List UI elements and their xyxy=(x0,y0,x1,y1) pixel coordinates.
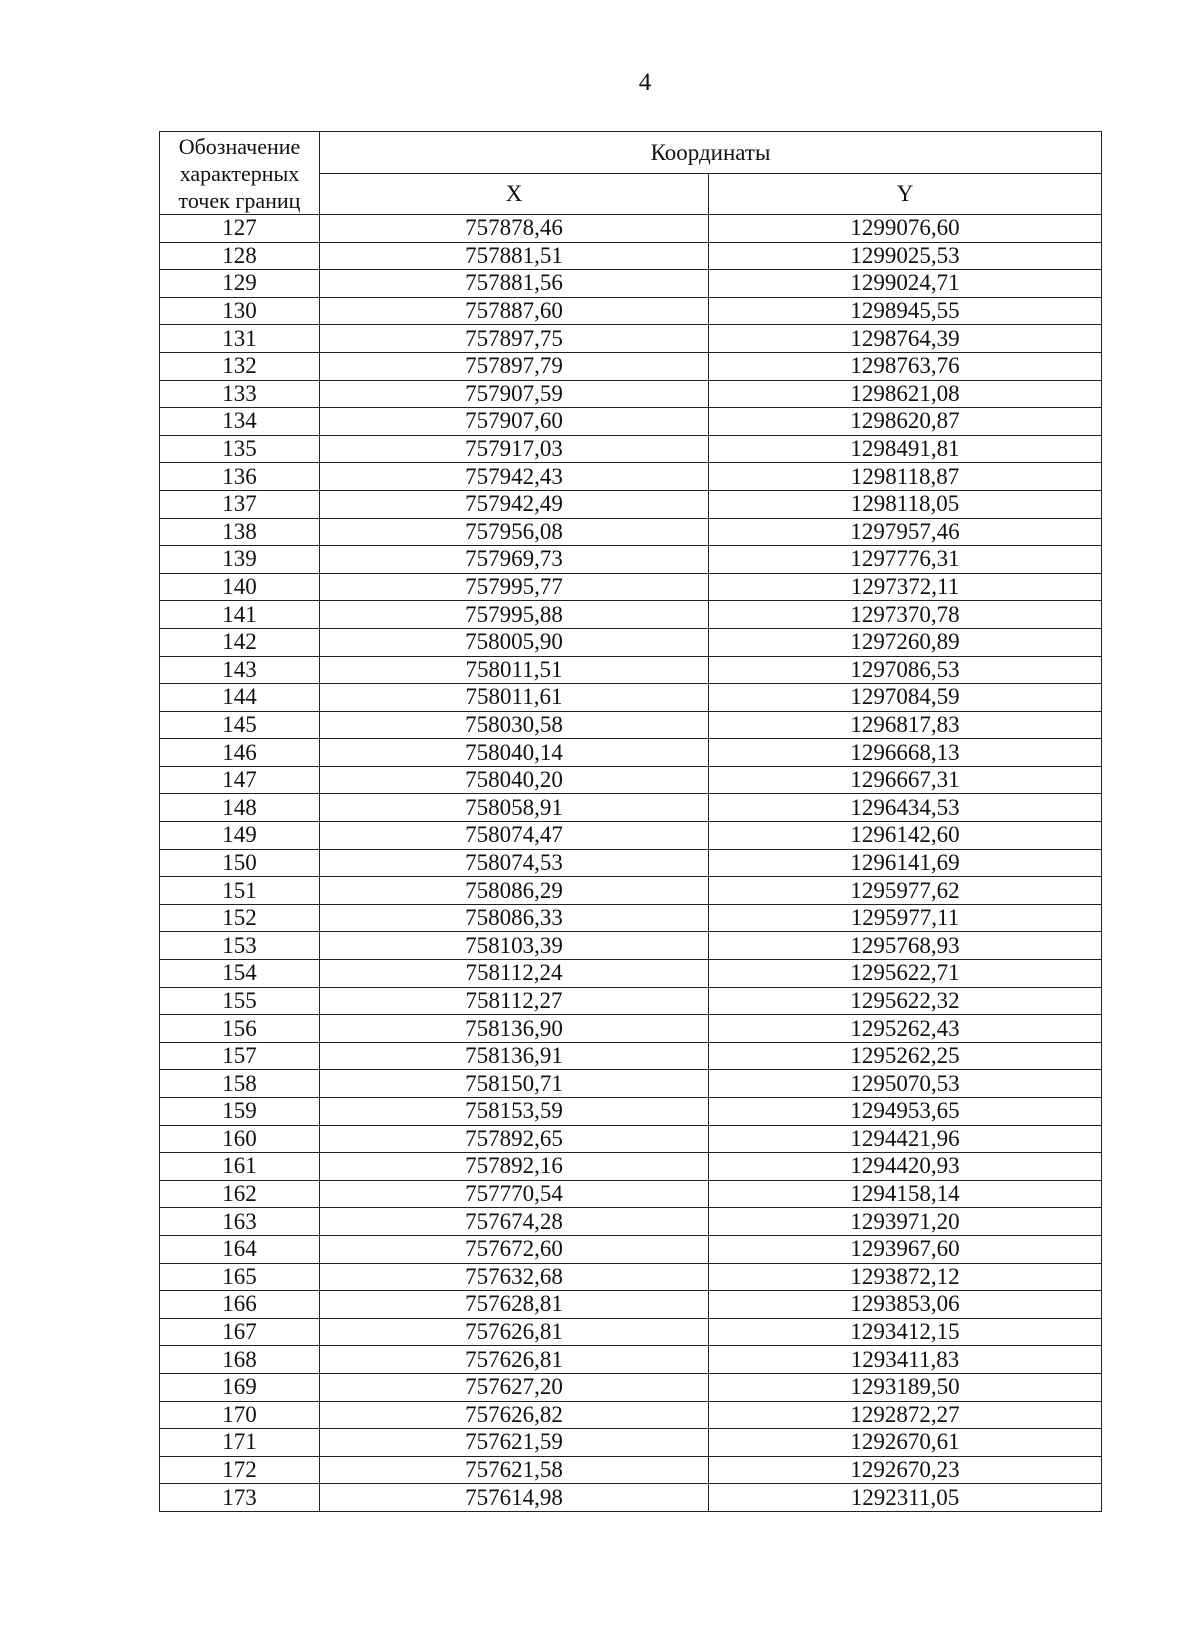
point-id-cell: 167 xyxy=(160,1318,320,1346)
x-coordinate-cell: 757614,98 xyxy=(320,1484,709,1512)
y-coordinate-cell: 1293853,06 xyxy=(709,1291,1102,1319)
x-coordinate-cell: 758103,39 xyxy=(320,932,709,960)
table-row xyxy=(160,849,1102,877)
x-coordinate-cell: 757621,58 xyxy=(320,1456,709,1484)
table-body xyxy=(160,215,1102,1512)
x-coordinate-cell: 757878,46 xyxy=(320,215,709,243)
point-id-cell: 170 xyxy=(160,1401,320,1429)
y-coordinate-cell: 1293971,20 xyxy=(709,1208,1102,1236)
x-coordinate-cell: 758136,91 xyxy=(320,1042,709,1070)
point-id-cell: 144 xyxy=(160,684,320,712)
table-row xyxy=(160,380,1102,408)
point-id-cell: 128 xyxy=(160,242,320,270)
y-coordinate-cell: 1298118,05 xyxy=(709,490,1102,518)
point-id-cell: 131 xyxy=(160,325,320,353)
table-row xyxy=(160,297,1102,325)
y-coordinate-cell: 1297086,53 xyxy=(709,656,1102,684)
table-row xyxy=(160,739,1102,767)
point-id-cell: 150 xyxy=(160,849,320,877)
x-coordinate-cell: 757626,81 xyxy=(320,1346,709,1374)
point-id-cell: 155 xyxy=(160,987,320,1015)
table-row xyxy=(160,1373,1102,1401)
point-id-cell: 136 xyxy=(160,463,320,491)
table-row xyxy=(160,435,1102,463)
point-id-cell: 133 xyxy=(160,380,320,408)
table-row xyxy=(160,325,1102,353)
table-row xyxy=(160,932,1102,960)
x-coordinate-cell: 757956,08 xyxy=(320,518,709,546)
x-coordinate-cell: 757917,03 xyxy=(320,435,709,463)
x-coordinate-cell: 758005,90 xyxy=(320,628,709,656)
point-id-cell: 161 xyxy=(160,1153,320,1181)
point-id-cell: 140 xyxy=(160,573,320,601)
y-coordinate-cell: 1297372,11 xyxy=(709,573,1102,601)
point-id-cell: 156 xyxy=(160,1015,320,1043)
table-row xyxy=(160,490,1102,518)
y-coordinate-cell: 1298763,76 xyxy=(709,352,1102,380)
y-coordinate-cell: 1293412,15 xyxy=(709,1318,1102,1346)
point-id-cell: 168 xyxy=(160,1346,320,1374)
x-coordinate-cell: 757995,88 xyxy=(320,601,709,629)
y-coordinate-cell: 1296142,60 xyxy=(709,822,1102,850)
point-id-cell: 149 xyxy=(160,822,320,850)
point-id-cell: 132 xyxy=(160,352,320,380)
table-row xyxy=(160,794,1102,822)
y-coordinate-cell: 1292670,61 xyxy=(709,1429,1102,1457)
y-coordinate-cell: 1295622,32 xyxy=(709,987,1102,1015)
table-row xyxy=(160,822,1102,850)
table-row xyxy=(160,1042,1102,1070)
y-coordinate-cell: 1297776,31 xyxy=(709,546,1102,574)
y-coordinate-cell: 1298621,08 xyxy=(709,380,1102,408)
y-coordinate-cell: 1298491,81 xyxy=(709,435,1102,463)
x-coordinate-cell: 757627,20 xyxy=(320,1373,709,1401)
table-row xyxy=(160,518,1102,546)
point-id-cell: 138 xyxy=(160,518,320,546)
table-row xyxy=(160,1125,1102,1153)
x-coordinate-cell: 758112,27 xyxy=(320,987,709,1015)
y-coordinate-cell: 1295768,93 xyxy=(709,932,1102,960)
y-coordinate-cell: 1296667,31 xyxy=(709,766,1102,794)
page-number: 4 xyxy=(638,69,652,96)
point-id-cell: 166 xyxy=(160,1291,320,1319)
point-id-cell: 127 xyxy=(160,215,320,243)
y-coordinate-cell: 1297084,59 xyxy=(709,684,1102,712)
point-id-cell: 151 xyxy=(160,877,320,905)
point-id-cell: 152 xyxy=(160,904,320,932)
table-row xyxy=(160,215,1102,243)
table-row xyxy=(160,1208,1102,1236)
y-coordinate-cell: 1295977,62 xyxy=(709,877,1102,905)
x-coordinate-cell: 758058,91 xyxy=(320,794,709,822)
x-coordinate-cell: 758086,33 xyxy=(320,904,709,932)
y-coordinate-cell: 1297957,46 xyxy=(709,518,1102,546)
table-row xyxy=(160,573,1102,601)
y-coordinate-cell: 1296141,69 xyxy=(709,849,1102,877)
x-coordinate-cell: 757626,81 xyxy=(320,1318,709,1346)
point-id-cell: 157 xyxy=(160,1042,320,1070)
table-row xyxy=(160,463,1102,491)
y-coordinate-cell: 1295070,53 xyxy=(709,1070,1102,1098)
header-coordinates: Координаты xyxy=(320,132,1102,174)
x-coordinate-cell: 757881,51 xyxy=(320,242,709,270)
y-coordinate-cell: 1299024,71 xyxy=(709,270,1102,298)
table-row xyxy=(160,1015,1102,1043)
y-coordinate-cell: 1299025,53 xyxy=(709,242,1102,270)
y-coordinate-cell: 1299076,60 xyxy=(709,215,1102,243)
x-coordinate-cell: 758040,20 xyxy=(320,766,709,794)
x-coordinate-cell: 758112,24 xyxy=(320,960,709,988)
table-row xyxy=(160,1318,1102,1346)
x-coordinate-cell: 757674,28 xyxy=(320,1208,709,1236)
point-id-cell: 159 xyxy=(160,1098,320,1126)
x-coordinate-cell: 758086,29 xyxy=(320,877,709,905)
table-row xyxy=(160,656,1102,684)
y-coordinate-cell: 1296434,53 xyxy=(709,794,1102,822)
table-row xyxy=(160,987,1102,1015)
y-coordinate-cell: 1297260,89 xyxy=(709,628,1102,656)
table-row xyxy=(160,904,1102,932)
point-id-cell: 154 xyxy=(160,960,320,988)
y-coordinate-cell: 1293189,50 xyxy=(709,1373,1102,1401)
point-id-cell: 162 xyxy=(160,1180,320,1208)
y-coordinate-cell: 1298118,87 xyxy=(709,463,1102,491)
x-coordinate-cell: 757942,49 xyxy=(320,490,709,518)
table-row xyxy=(160,242,1102,270)
point-id-cell: 129 xyxy=(160,270,320,298)
x-coordinate-cell: 757621,59 xyxy=(320,1429,709,1457)
y-coordinate-cell: 1294953,65 xyxy=(709,1098,1102,1126)
table-row xyxy=(160,1070,1102,1098)
point-id-cell: 160 xyxy=(160,1125,320,1153)
y-coordinate-cell: 1293967,60 xyxy=(709,1235,1102,1263)
x-coordinate-cell: 757969,73 xyxy=(320,546,709,574)
table-row xyxy=(160,877,1102,905)
y-coordinate-cell: 1293411,83 xyxy=(709,1346,1102,1374)
table-row xyxy=(160,1401,1102,1429)
table-row xyxy=(160,1180,1102,1208)
coordinates-table xyxy=(159,131,1102,1512)
x-coordinate-cell: 758074,53 xyxy=(320,849,709,877)
y-coordinate-cell: 1292872,27 xyxy=(709,1401,1102,1429)
header-x: X xyxy=(320,174,709,215)
point-id-cell: 147 xyxy=(160,766,320,794)
x-coordinate-cell: 757907,59 xyxy=(320,380,709,408)
y-coordinate-cell: 1294158,14 xyxy=(709,1180,1102,1208)
y-coordinate-cell: 1298945,55 xyxy=(709,297,1102,325)
x-coordinate-cell: 757892,16 xyxy=(320,1153,709,1181)
table-row xyxy=(160,1484,1102,1512)
x-coordinate-cell: 757887,60 xyxy=(320,297,709,325)
point-id-cell: 164 xyxy=(160,1235,320,1263)
point-id-cell: 172 xyxy=(160,1456,320,1484)
point-id-cell: 137 xyxy=(160,490,320,518)
header-designation: Обозначение характерных точек границ xyxy=(160,132,320,215)
y-coordinate-cell: 1295977,11 xyxy=(709,904,1102,932)
y-coordinate-cell: 1298764,39 xyxy=(709,325,1102,353)
header-y: Y xyxy=(709,174,1102,215)
point-id-cell: 163 xyxy=(160,1208,320,1236)
x-coordinate-cell: 758011,61 xyxy=(320,684,709,712)
y-coordinate-cell: 1295622,71 xyxy=(709,960,1102,988)
x-coordinate-cell: 757942,43 xyxy=(320,463,709,491)
point-id-cell: 169 xyxy=(160,1373,320,1401)
table-row xyxy=(160,408,1102,436)
x-coordinate-cell: 757881,56 xyxy=(320,270,709,298)
point-id-cell: 145 xyxy=(160,711,320,739)
table-row xyxy=(160,766,1102,794)
point-id-cell: 146 xyxy=(160,739,320,767)
point-id-cell: 171 xyxy=(160,1429,320,1457)
table-row xyxy=(160,270,1102,298)
point-id-cell: 130 xyxy=(160,297,320,325)
x-coordinate-cell: 758040,14 xyxy=(320,739,709,767)
y-coordinate-cell: 1295262,43 xyxy=(709,1015,1102,1043)
y-coordinate-cell: 1296817,83 xyxy=(709,711,1102,739)
table-row xyxy=(160,960,1102,988)
table-header xyxy=(160,132,1102,215)
point-id-cell: 141 xyxy=(160,601,320,629)
x-coordinate-cell: 757632,68 xyxy=(320,1263,709,1291)
x-coordinate-cell: 757995,77 xyxy=(320,573,709,601)
table-row xyxy=(160,601,1102,629)
x-coordinate-cell: 758011,51 xyxy=(320,656,709,684)
point-id-cell: 142 xyxy=(160,628,320,656)
table-row xyxy=(160,1429,1102,1457)
point-id-cell: 165 xyxy=(160,1263,320,1291)
y-coordinate-cell: 1292670,23 xyxy=(709,1456,1102,1484)
point-id-cell: 139 xyxy=(160,546,320,574)
y-coordinate-cell: 1293872,12 xyxy=(709,1263,1102,1291)
table-row xyxy=(160,1098,1102,1126)
point-id-cell: 173 xyxy=(160,1484,320,1512)
y-coordinate-cell: 1294420,93 xyxy=(709,1153,1102,1181)
x-coordinate-cell: 757892,65 xyxy=(320,1125,709,1153)
y-coordinate-cell: 1295262,25 xyxy=(709,1042,1102,1070)
x-coordinate-cell: 758030,58 xyxy=(320,711,709,739)
point-id-cell: 134 xyxy=(160,408,320,436)
point-id-cell: 153 xyxy=(160,932,320,960)
table-row xyxy=(160,1263,1102,1291)
x-coordinate-cell: 757672,60 xyxy=(320,1235,709,1263)
x-coordinate-cell: 757770,54 xyxy=(320,1180,709,1208)
point-id-cell: 143 xyxy=(160,656,320,684)
y-coordinate-cell: 1298620,87 xyxy=(709,408,1102,436)
table-row xyxy=(160,684,1102,712)
table-row xyxy=(160,711,1102,739)
y-coordinate-cell: 1296668,13 xyxy=(709,739,1102,767)
table-row xyxy=(160,1153,1102,1181)
table-row xyxy=(160,352,1102,380)
table-row xyxy=(160,628,1102,656)
point-id-cell: 158 xyxy=(160,1070,320,1098)
x-coordinate-cell: 757897,79 xyxy=(320,352,709,380)
y-coordinate-cell: 1292311,05 xyxy=(709,1484,1102,1512)
point-id-cell: 135 xyxy=(160,435,320,463)
header-row-1 xyxy=(160,132,1102,174)
table-row xyxy=(160,546,1102,574)
x-coordinate-cell: 758153,59 xyxy=(320,1098,709,1126)
table-row xyxy=(160,1456,1102,1484)
x-coordinate-cell: 758136,90 xyxy=(320,1015,709,1043)
x-coordinate-cell: 757907,60 xyxy=(320,408,709,436)
x-coordinate-cell: 757628,81 xyxy=(320,1291,709,1319)
table-row xyxy=(160,1235,1102,1263)
table-row xyxy=(160,1346,1102,1374)
x-coordinate-cell: 757626,82 xyxy=(320,1401,709,1429)
x-coordinate-cell: 758074,47 xyxy=(320,822,709,850)
point-id-cell: 148 xyxy=(160,794,320,822)
x-coordinate-cell: 757897,75 xyxy=(320,325,709,353)
y-coordinate-cell: 1294421,96 xyxy=(709,1125,1102,1153)
x-coordinate-cell: 758150,71 xyxy=(320,1070,709,1098)
table-row xyxy=(160,1291,1102,1319)
y-coordinate-cell: 1297370,78 xyxy=(709,601,1102,629)
